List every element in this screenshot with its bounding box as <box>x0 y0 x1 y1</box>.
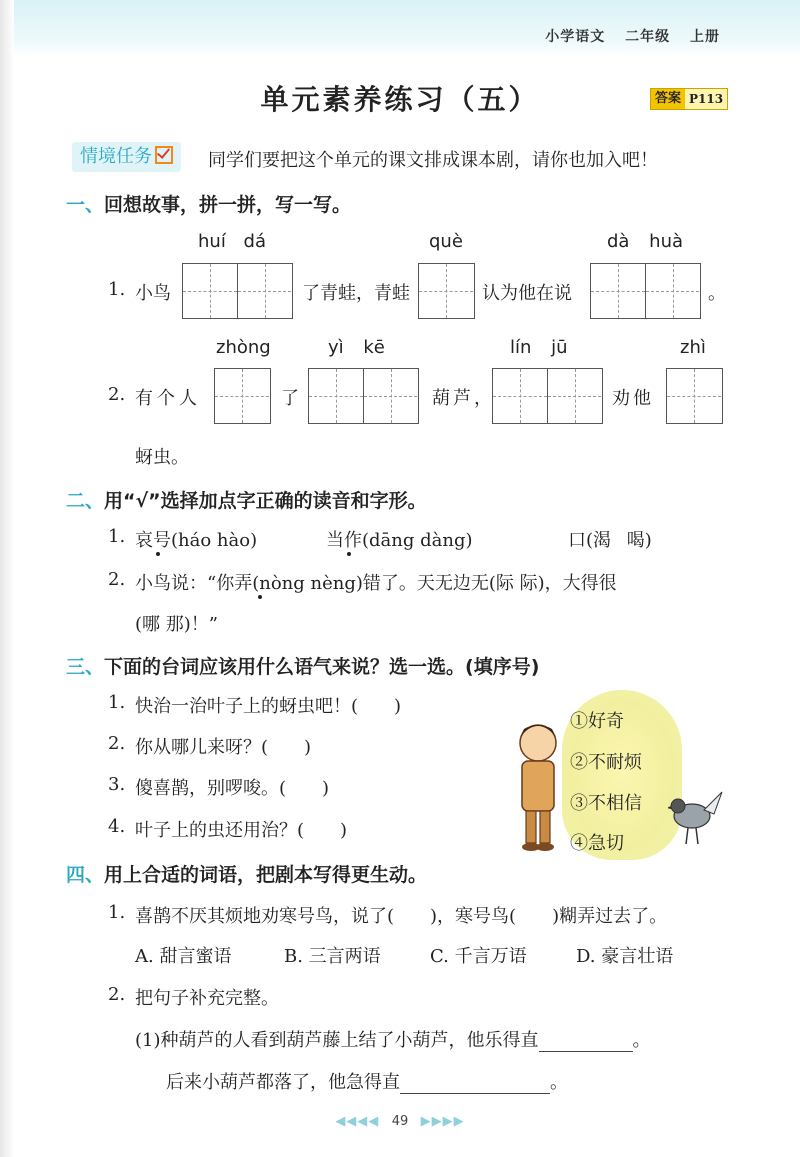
grade-label: 二年级 <box>625 29 671 45</box>
s4-choice-d[interactable]: D. 豪言壮语 <box>576 946 674 967</box>
q2-text-4: 劝他 <box>612 388 654 409</box>
volume-label: 上册 <box>690 29 720 45</box>
option-4: ④急切 <box>570 833 624 854</box>
subject-label: 小学语文 <box>545 29 606 45</box>
task-text: 同学们要把这个单元的课文排成课本剧，请你也加入吧！ <box>208 150 658 171</box>
q1-text-4: 。 <box>708 283 726 304</box>
page-edge-shade <box>0 0 14 1157</box>
q1-text-2: 了青蛙，青蛙 <box>302 283 410 304</box>
q1-number: 1. <box>108 279 126 300</box>
s4-choice-a[interactable]: A. 甜言蜜语 <box>135 946 232 967</box>
q2-pinyin-3: lín jū <box>510 337 568 358</box>
q2-pinyin-1: zhòng <box>216 337 271 358</box>
section-4-heading <box>66 860 427 887</box>
left-arrows-icon: ◀◀◀◀ <box>335 1114 380 1129</box>
s3-item-1-text[interactable]: 快治一治叶子上的蚜虫吧！( ) <box>135 696 402 717</box>
emphasis-dot <box>156 552 160 556</box>
s2-q1-option-a[interactable]: 哀号(háo hào) <box>135 530 258 551</box>
q1-pinyin-1: huí dá <box>198 231 266 252</box>
emphasis-dot <box>347 552 351 556</box>
answer-tag[interactable] <box>650 88 728 110</box>
s2-q1-option-c[interactable]: 口(渴 喝) <box>568 530 652 551</box>
s3-item-3-number: 3. <box>108 774 126 795</box>
s3-item-3-text[interactable]: 傻喜鹊，别啰唆。( ) <box>135 778 330 799</box>
option-1: ①好奇 <box>570 711 624 732</box>
s3-item-1-number: 1. <box>108 692 126 713</box>
q2-writing-grid-1[interactable] <box>214 368 271 424</box>
q2-pinyin-4: zhì <box>680 337 706 358</box>
section-1-number: 一、 <box>66 194 105 216</box>
emphasis-dot <box>258 595 262 599</box>
s4-q2-sub1 <box>135 1026 651 1052</box>
header-meta <box>531 26 720 46</box>
q2-text-5: 蚜虫。 <box>135 447 189 468</box>
s4-choice-b[interactable]: B. 三言两语 <box>284 946 381 967</box>
q2-pinyin-2: yì kē <box>328 337 385 358</box>
s2-q2-line-2[interactable]: (哪 那)！” <box>135 614 218 635</box>
answer-label: 答案 <box>651 89 685 109</box>
section-2-heading <box>66 486 427 513</box>
checkbox-icon <box>155 146 173 164</box>
section-3-title: 下面的台词应该用什么语气来说？选一选。(填序号) <box>104 656 540 678</box>
s2-q1-number: 1. <box>108 526 126 547</box>
s4-q2-sub2-end: 。 <box>550 1072 568 1093</box>
answer-blank-2[interactable] <box>400 1075 550 1094</box>
s4-q2-text: 把句子补充完整。 <box>135 988 279 1009</box>
q1-text-3: 认为他在说 <box>482 283 572 304</box>
section-3-heading <box>66 652 539 679</box>
s3-item-2-text[interactable]: 你从哪儿来呀？( ) <box>135 737 312 758</box>
answer-blank-1[interactable] <box>539 1033 633 1052</box>
section-2-title: 用“√”选择加点字正确的读音和字形。 <box>104 490 427 512</box>
s2-q2-number: 2. <box>108 569 126 590</box>
section-3-number: 三、 <box>66 656 105 678</box>
s2-q2-line-1[interactable]: 小鸟说：“你弄(nòng nèng)错了。天无边无(际 际)，大得很 <box>135 573 617 594</box>
answer-page: P113 <box>689 92 724 106</box>
page-title: 单元素养练习（五） <box>260 83 540 116</box>
s4-q1-number: 1. <box>108 902 126 923</box>
q1-text-1: 小鸟 <box>135 283 171 304</box>
page-number: 49 <box>391 1114 409 1129</box>
section-1-title: 回想故事，拼一拼，写一写。 <box>104 194 352 216</box>
q2-writing-grid-3[interactable] <box>492 368 603 424</box>
s4-q2-number: 2. <box>108 984 126 1005</box>
right-arrows-icon: ▶▶▶▶ <box>420 1114 465 1129</box>
s3-item-4-text[interactable]: 叶子上的虫还用治？( ) <box>135 820 348 841</box>
section-2-number: 二、 <box>66 490 105 512</box>
boy-illustration <box>500 715 570 855</box>
s4-q2-sub1-end: 。 <box>632 1030 651 1051</box>
s3-item-2-number: 2. <box>108 733 126 754</box>
q1-writing-grid-3[interactable] <box>590 263 701 319</box>
q2-writing-grid-2[interactable] <box>308 368 419 424</box>
s4-q2-sub1-text: (1)种葫芦的人看到葫芦藤上结了小葫芦，他乐得直 <box>135 1030 539 1051</box>
q2-number: 2. <box>108 384 126 405</box>
q2-text-1: 有个人 <box>135 388 201 409</box>
s4-q2-sub2 <box>166 1068 568 1094</box>
task-label <box>72 142 181 172</box>
q2-writing-grid-4[interactable] <box>666 368 723 424</box>
q1-writing-grid-1[interactable] <box>182 263 293 319</box>
section-1-heading <box>66 190 351 217</box>
option-2: ②不耐烦 <box>570 752 642 773</box>
s4-q2-sub2-text: 后来小葫芦都落了，他急得直 <box>166 1072 400 1093</box>
task-label-text: 情境任务 <box>80 146 152 167</box>
s4-q1-text[interactable]: 喜鹊不厌其烦地劝寒号鸟，说了( )，寒号鸟( )糊弄过去了。 <box>135 906 668 927</box>
magpie-illustration <box>668 782 724 852</box>
section-4-number: 四、 <box>66 864 105 886</box>
s4-choice-c[interactable]: C. 千言万语 <box>430 946 527 967</box>
q1-pinyin-3: dà huà <box>607 231 684 252</box>
s3-item-4-number: 4. <box>108 816 126 837</box>
page-footer <box>0 1114 800 1129</box>
q2-text-3: 葫芦， <box>432 388 495 409</box>
s2-q1-option-b[interactable]: 当作(dāng dàng) <box>326 530 473 551</box>
q1-writing-grid-2[interactable] <box>418 263 475 319</box>
q2-text-2: 了 <box>281 388 299 409</box>
q1-pinyin-2: què <box>429 231 463 252</box>
option-3: ③不相信 <box>570 793 642 814</box>
section-4-title: 用上合适的词语，把剧本写得更生动。 <box>104 864 428 886</box>
